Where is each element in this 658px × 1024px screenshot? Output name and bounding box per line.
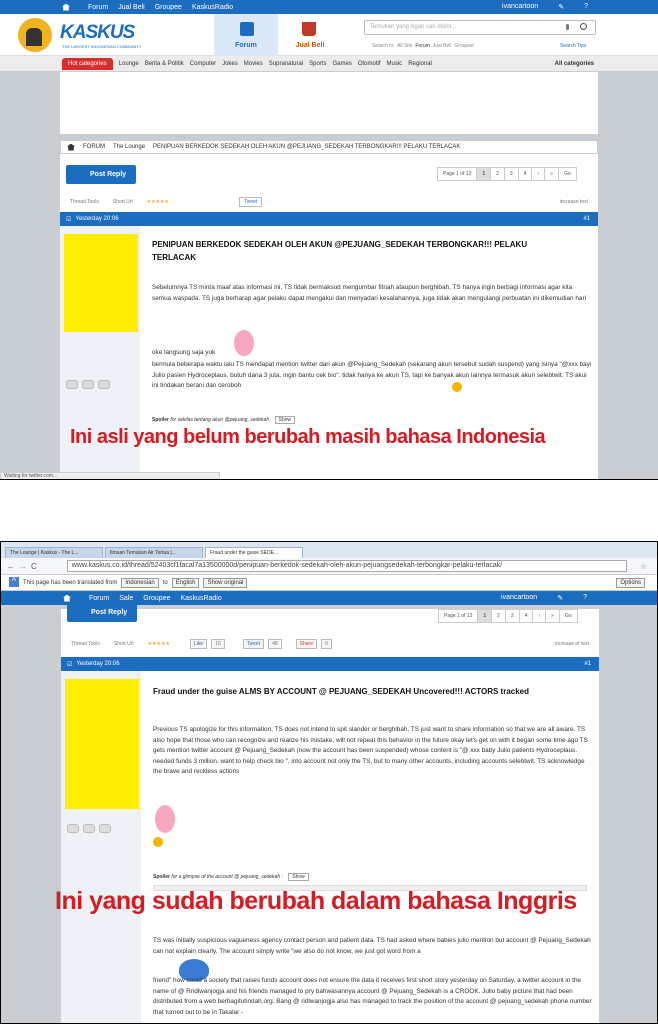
search-input[interactable]: Temukan yang Agan cari disini... bbox=[364, 20, 596, 35]
post-header bbox=[61, 657, 599, 671]
home-icon[interactable] bbox=[67, 144, 75, 151]
category-item[interactable]: Computer bbox=[189, 60, 217, 67]
forward-icon[interactable]: → bbox=[19, 561, 27, 571]
avatar[interactable] bbox=[64, 234, 138, 332]
help-icon[interactable]: ? bbox=[584, 3, 588, 10]
increase-text[interactable]: increase text bbox=[559, 199, 588, 205]
search-tips-link[interactable]: Search Tips bbox=[560, 43, 587, 49]
breadcrumb-lounge[interactable]: The Lounge bbox=[113, 144, 146, 150]
spoiler-show-button[interactable]: Show bbox=[275, 416, 296, 424]
overlay-caption: Ini yang sudah berubah dalam bahasa Inggris bbox=[55, 887, 577, 915]
page-1[interactable]: 1 bbox=[476, 167, 491, 181]
nav-groupee[interactable]: Groupee bbox=[154, 3, 182, 11]
post-paragraph: bermula beberapa waktu lalu TS mendapat mention twitter dari akun @Pejuang_Sedekah (sekarang akun tersebut sudah suspend) yang isinya "@xxx bayi Julio pasien Hydroceplaus. butuh dana 3 juta. ingin bantu cek bio". tidak hanya ke akun TS, tapi ke banyak akun lainnya termasuk akun selebtwit. TS akui ini tindakan berani dan ceroboh bbox=[152, 361, 592, 389]
share-count: 0 bbox=[321, 639, 332, 649]
category-item[interactable]: Movies bbox=[243, 60, 263, 67]
help-icon[interactable]: ? bbox=[583, 594, 587, 601]
post-title: Fraud under the guise ALMS BY ACCOUNT @ PEJUANG_SEDEKAH Uncovered!!! ACTORS tracked bbox=[153, 687, 530, 696]
increase-text[interactable]: increase of text bbox=[555, 641, 589, 647]
pagination bbox=[438, 167, 577, 181]
laugh-emoticon-icon bbox=[452, 382, 462, 392]
thread-tools-row bbox=[60, 195, 598, 209]
bottom-screenshot-panel bbox=[0, 541, 658, 1024]
breadcrumb-thread: PENIPUAN BERKEDOK SEDEKAH OLEH AKUN @PEJUANG_SEDEKAH TERBONGKAR!!! PELAKU TERLACAK bbox=[153, 144, 461, 150]
nav-forum[interactable]: Forum bbox=[88, 3, 109, 11]
post-reply-button[interactable]: Post Reply bbox=[66, 165, 136, 184]
browser-tab[interactable]: Ilmuan Temukan Air Tertua |... bbox=[105, 547, 203, 558]
laugh-emoticon-icon bbox=[153, 837, 163, 847]
girl-emoticon-icon bbox=[155, 805, 175, 833]
reload-icon[interactable]: C bbox=[31, 561, 37, 571]
message-icon[interactable] bbox=[83, 824, 95, 833]
address-field[interactable]: www.kaskus.co.id/thread/52403cf1facal7a13500000d/penipuan-berkedok-sedekah-oleh-akun-pejuangsedekah-terbongkar-pelaku-terlacak/ bbox=[67, 560, 627, 572]
thread-tools[interactable]: Thread Tools bbox=[71, 641, 100, 647]
logo-tagline: THE LARGEST INDONESIAN COMMUNITY bbox=[62, 44, 142, 49]
post-title: PENIPUAN BERKEDOK SEDEKAH OLEH AKUN @PEJUANG_SEDEKAH TERBONGKAR!!! PELAKU TERLACAK bbox=[152, 240, 528, 262]
post-number[interactable]: #1 bbox=[583, 216, 590, 222]
category-bar bbox=[0, 56, 658, 72]
category-item[interactable]: Regional bbox=[408, 60, 432, 67]
social-buttons bbox=[190, 639, 332, 649]
category-item[interactable]: Sports bbox=[309, 60, 327, 67]
page-next[interactable]: › bbox=[532, 609, 546, 623]
page-label: Page 1 of 13 bbox=[437, 167, 477, 181]
jual-beli-tab[interactable]: Jual Beli bbox=[280, 14, 340, 56]
nav-forum[interactable]: Forum bbox=[89, 594, 110, 602]
post-reply-button[interactable]: Post Reply bbox=[67, 603, 137, 622]
message-icon[interactable] bbox=[82, 380, 94, 389]
logo[interactable]: KASKUS bbox=[60, 22, 135, 43]
spoiler: Spoiler for sekilas tentang akun @pejuang_sedekah Show bbox=[152, 415, 295, 426]
page-last[interactable]: » bbox=[544, 167, 559, 181]
thread-tools[interactable]: Thread Tools bbox=[70, 199, 99, 205]
kaskus-logo-icon[interactable] bbox=[18, 18, 52, 52]
checkbox-icon[interactable]: ☑ bbox=[67, 661, 73, 668]
cart-icon bbox=[302, 22, 316, 36]
nav-jual-beli[interactable]: Jual Beli bbox=[118, 3, 145, 11]
browser-tab-active[interactable]: Fraud under the guise SEDE... bbox=[205, 547, 303, 558]
user-name[interactable]: ivancartoon bbox=[501, 594, 538, 601]
user-name[interactable]: ivancartoon bbox=[502, 3, 539, 10]
page-go[interactable]: Go bbox=[559, 609, 578, 623]
tweet-button[interactable]: Tweet bbox=[239, 197, 262, 207]
post-paragraph: friend" how could a society that raises funds account does not ensure the data it receives first short story yesterday on Saturday, a twitter account in the name of @ Rridlwanjogja and his friends managed to pry bahwasannya account @ Pejuang_Sedekah is a CROOK. Julio baby picture that had been distributed from a web berbagitutindah.org. Bang @ ridlwanjogja also has managed to track the position of the account @ pejuang_sedekah phone number that turned out to be in Takalar - bbox=[153, 977, 592, 1016]
like-count: 16 bbox=[211, 639, 225, 649]
forum-tab[interactable]: Forum bbox=[214, 14, 278, 56]
browser-tab-strip bbox=[1, 542, 657, 558]
thread-tools-row bbox=[61, 637, 599, 651]
top-nav-bar bbox=[0, 0, 658, 14]
nav-groupee[interactable]: Groupee bbox=[143, 594, 171, 602]
home-icon[interactable] bbox=[63, 595, 71, 602]
user-action-icons bbox=[66, 380, 110, 389]
home-icon[interactable] bbox=[62, 4, 70, 11]
page-3[interactable]: 3 bbox=[505, 609, 520, 623]
show-original-button[interactable]: Show original bbox=[203, 578, 247, 588]
page-last[interactable]: » bbox=[545, 609, 560, 623]
nav-kaskus-radio[interactable]: KaskusRadio bbox=[191, 3, 234, 11]
page-go[interactable]: Go bbox=[558, 167, 577, 181]
category-item[interactable]: Games bbox=[332, 60, 352, 67]
pencil-icon[interactable]: ✎ bbox=[557, 595, 564, 602]
post-paragraph: TS was initially suspicious vagueness agency contact person and patient data. TS had asked where babies julio mention but account @ Pejuang_Sedekah can not explain clearly. The account simply write "we also do not know, we just got word from a bbox=[153, 937, 591, 955]
short-url[interactable]: Short Url bbox=[112, 199, 133, 205]
checkbox-icon[interactable]: ☑ bbox=[66, 216, 72, 223]
tweet-button[interactable]: Tweet bbox=[243, 639, 264, 649]
category-item[interactable]: Supranatural bbox=[268, 60, 304, 67]
short-url[interactable]: Short Url bbox=[113, 641, 134, 647]
pencil-icon[interactable]: ✎ bbox=[558, 4, 565, 11]
page-4[interactable]: 4 bbox=[518, 167, 533, 181]
post-number[interactable]: #1 bbox=[584, 661, 591, 667]
report-icon[interactable] bbox=[99, 824, 111, 833]
page-label: Page 1 of 13 bbox=[438, 609, 478, 623]
nav-sale[interactable]: Sale bbox=[119, 594, 134, 602]
post-header bbox=[60, 212, 598, 226]
page-2[interactable]: 2 bbox=[491, 609, 506, 623]
translate-bar: A This page has been translated from Indonesian to English Show original Options bbox=[1, 575, 657, 591]
forum-icon bbox=[240, 22, 254, 36]
from-language-select[interactable]: Indonesian bbox=[121, 578, 158, 588]
page-3[interactable]: 3 bbox=[504, 167, 519, 181]
page-4[interactable]: 4 bbox=[519, 609, 534, 623]
page-next[interactable]: › bbox=[531, 167, 545, 181]
category-item[interactable]: Jokes bbox=[222, 60, 238, 67]
options-button[interactable]: Options bbox=[616, 578, 645, 588]
avatar[interactable] bbox=[65, 679, 139, 809]
category-item[interactable]: Music bbox=[386, 60, 403, 67]
top-screenshot-panel bbox=[0, 0, 658, 480]
pagination bbox=[439, 609, 578, 623]
breadcrumb-forum[interactable]: FORUM bbox=[83, 144, 105, 150]
spoiler-show-button[interactable]: Show bbox=[288, 873, 309, 881]
profile-icon[interactable] bbox=[67, 824, 79, 833]
user-action-icons bbox=[67, 824, 111, 833]
nav-kaskus-radio[interactable]: KaskusRadio bbox=[180, 594, 222, 602]
hot-categories[interactable]: Hot categories bbox=[62, 58, 113, 70]
report-icon[interactable] bbox=[98, 380, 110, 389]
translate-icon: A bbox=[9, 577, 19, 587]
thread-area bbox=[60, 140, 598, 480]
overlay-caption: Ini asli yang belum berubah masih bahasa Indonesia bbox=[70, 426, 546, 448]
star-icon[interactable]: ☆ bbox=[639, 561, 647, 571]
post-paragraph: oke langsung saja yuk bbox=[152, 349, 216, 356]
site-header bbox=[0, 14, 658, 56]
browser-tab[interactable]: The Lounge | Kaskus - The L... bbox=[5, 547, 103, 558]
status-bar: Waiting for twitter.com... bbox=[0, 472, 220, 480]
post-time: Yesterday 20:06 bbox=[76, 661, 120, 667]
like-button[interactable]: Like bbox=[190, 639, 207, 649]
post-time: Yesterday 20:06 bbox=[75, 216, 119, 222]
url-bar bbox=[1, 558, 657, 575]
post-paragraph: Sebelumnya TS minta maaf atas informasi ini, TS tidak bermaksud mengumbar fitnah ataupun berghibah. TS hanya ingin berbagi informasi agar kita semua waspada. TS juga berharap agar pelaku dapat mengakui dan menyadari kesalahannya, juga tidak akan mengulangi perbuatan ini dikemudian hari bbox=[152, 284, 587, 302]
category-item[interactable]: Berita & Politik bbox=[144, 60, 184, 67]
share-button[interactable]: Share bbox=[296, 639, 317, 649]
category-item[interactable]: Otomotif bbox=[357, 60, 381, 67]
post-paragraph: Previous TS apologize for this information, TS does not intend to spit slander or berghibah. TS just want to share information so that we are all aware. TS also hope that those who can recognize and realize his mistake, will not repeat this behavior in the future okay let's get on with it began some time ago TS gets mention twitter account @ Pejuang_Sedekah (now the account has been suspended) whose content is "@ xxx baby Julio patients Hydroceplaus. needed funds 3 million. want to help check bio ". into account not only the TS, but to many other accounts, including accounts selebtwit. TS acknowledge the brave and reckless actions bbox=[153, 726, 588, 775]
all-categories[interactable]: All categories bbox=[554, 60, 594, 67]
tweet-count: 48 bbox=[268, 639, 282, 649]
back-icon[interactable]: ← bbox=[7, 561, 15, 571]
rating-stars-icon[interactable]: ★★★★★ bbox=[147, 641, 170, 647]
thread-area bbox=[61, 609, 599, 1024]
girl-emoticon-icon bbox=[234, 330, 254, 356]
search-icon[interactable] bbox=[580, 23, 587, 30]
category-item[interactable]: Lounge bbox=[118, 60, 139, 67]
profile-icon[interactable] bbox=[66, 380, 78, 389]
rating-stars-icon[interactable]: ★★★★★ bbox=[146, 199, 169, 205]
mic-icon[interactable] bbox=[566, 24, 569, 30]
ad-space bbox=[60, 72, 598, 134]
page-2[interactable]: 2 bbox=[490, 167, 505, 181]
spoiler: Spoiler for a glimpse of the account @ pejuang_sedekah : Show bbox=[153, 872, 309, 883]
page-1[interactable]: 1 bbox=[477, 609, 492, 623]
to-language-select[interactable]: English bbox=[172, 578, 200, 588]
breadcrumb bbox=[60, 140, 598, 154]
search-scope: Search in: All Site Forum Jual Beli Groupee bbox=[372, 43, 474, 49]
